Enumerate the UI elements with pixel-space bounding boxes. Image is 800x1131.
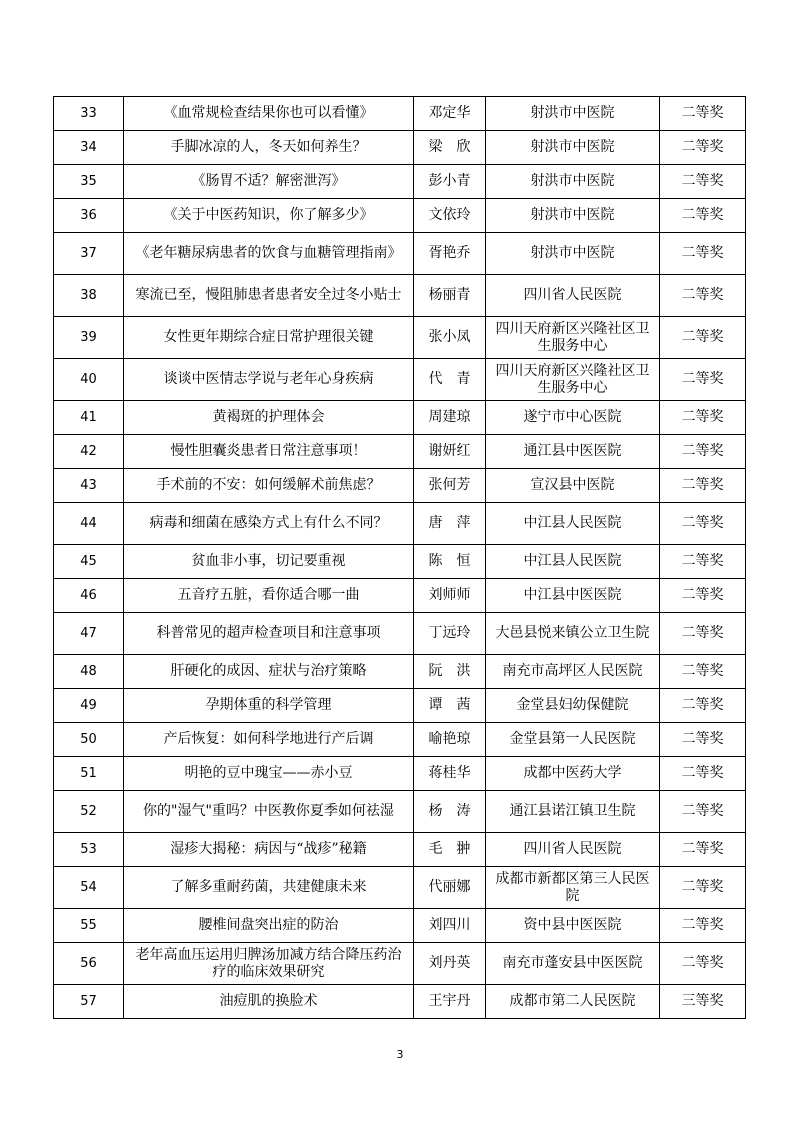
entry-title: 手脚冰凉的人，冬天如何养生？ — [124, 131, 414, 165]
entry-award: 二等奖 — [660, 233, 746, 275]
entry-author: 喻艳琼 — [414, 723, 486, 757]
entry-author: 杨丽青 — [414, 275, 486, 317]
entry-number: 40 — [54, 359, 124, 401]
table-row — [54, 689, 746, 723]
entry-author: 胥艳乔 — [414, 233, 486, 275]
entry-organization: 成都中医药大学 — [486, 757, 660, 791]
entry-number: 43 — [54, 469, 124, 503]
entry-title: 老年高血压运用归脾汤加减方结合降压药治疗的临床效果研究 — [124, 943, 414, 985]
entry-number: 56 — [54, 943, 124, 985]
entry-number: 35 — [54, 165, 124, 199]
entry-author: 谭 茜 — [414, 689, 486, 723]
entry-title: 黄褐斑的护理体会 — [124, 401, 414, 435]
entry-organization: 射洪市中医院 — [486, 131, 660, 165]
entry-author: 邓定华 — [414, 97, 486, 131]
entry-award: 二等奖 — [660, 97, 746, 131]
table-row — [54, 545, 746, 579]
entry-author: 谢妍红 — [414, 435, 486, 469]
entry-title: 你的"湿气"重吗？中医教你夏季如何祛湿 — [124, 791, 414, 833]
entry-author: 梁 欣 — [414, 131, 486, 165]
entry-award: 二等奖 — [660, 545, 746, 579]
entry-author: 代 青 — [414, 359, 486, 401]
entry-award: 二等奖 — [660, 613, 746, 655]
entry-award: 二等奖 — [660, 689, 746, 723]
entry-award: 二等奖 — [660, 317, 746, 359]
entry-organization: 通江县中医医院 — [486, 435, 660, 469]
entry-award: 二等奖 — [660, 791, 746, 833]
entry-number: 41 — [54, 401, 124, 435]
entry-organization: 宣汉县中医院 — [486, 469, 660, 503]
table-row — [54, 275, 746, 317]
table-row — [54, 401, 746, 435]
table-row — [54, 359, 746, 401]
entry-author: 刘丹英 — [414, 943, 486, 985]
entry-number: 36 — [54, 199, 124, 233]
entry-author: 刘四川 — [414, 909, 486, 943]
entry-author: 代丽娜 — [414, 867, 486, 909]
table-row — [54, 791, 746, 833]
entry-organization: 四川天府新区兴隆社区卫生服务中心 — [486, 317, 660, 359]
entry-number: 57 — [54, 985, 124, 1019]
entry-title: 贫血非小事，切记要重视 — [124, 545, 414, 579]
entry-title: 女性更年期综合症日常护理很关键 — [124, 317, 414, 359]
entry-number: 37 — [54, 233, 124, 275]
table-row — [54, 613, 746, 655]
entry-number: 52 — [54, 791, 124, 833]
table-row — [54, 131, 746, 165]
entry-award: 二等奖 — [660, 757, 746, 791]
entry-author: 张小凤 — [414, 317, 486, 359]
table-row — [54, 655, 746, 689]
table-row — [54, 199, 746, 233]
entry-number: 34 — [54, 131, 124, 165]
entry-organization: 四川省人民医院 — [486, 833, 660, 867]
entry-organization: 射洪市中医院 — [486, 233, 660, 275]
entry-title: 手术前的不安：如何缓解术前焦虑？ — [124, 469, 414, 503]
entry-author: 陈 恒 — [414, 545, 486, 579]
entry-award: 二等奖 — [660, 943, 746, 985]
entry-title: 慢性胆囊炎患者日常注意事项！ — [124, 435, 414, 469]
entry-organization: 成都市第二人民医院 — [486, 985, 660, 1019]
entry-title: 了解多重耐药菌，共建健康未来 — [124, 867, 414, 909]
entry-number: 39 — [54, 317, 124, 359]
entry-author: 毛 翀 — [414, 833, 486, 867]
entry-author: 蒋桂华 — [414, 757, 486, 791]
entry-author: 刘师师 — [414, 579, 486, 613]
entry-award: 二等奖 — [660, 723, 746, 757]
entry-author: 王宇丹 — [414, 985, 486, 1019]
entry-author: 唐 萍 — [414, 503, 486, 545]
awards-table — [53, 96, 746, 1019]
entry-organization: 射洪市中医院 — [486, 165, 660, 199]
entry-number: 50 — [54, 723, 124, 757]
table-row — [54, 757, 746, 791]
entry-title: 腰椎间盘突出症的防治 — [124, 909, 414, 943]
entry-title: 《关于中医药知识，你了解多少》 — [124, 199, 414, 233]
entry-title: 寒流已至，慢阻肺患者患者安全过冬小贴士 — [124, 275, 414, 317]
entry-award: 二等奖 — [660, 833, 746, 867]
entry-award: 二等奖 — [660, 165, 746, 199]
table-row — [54, 165, 746, 199]
entry-award: 二等奖 — [660, 469, 746, 503]
entry-title: 肝硬化的成因、症状与治疗策略 — [124, 655, 414, 689]
table-row — [54, 909, 746, 943]
entry-organization: 射洪市中医院 — [486, 97, 660, 131]
entry-title: 明艳的豆中瑰宝——赤小豆 — [124, 757, 414, 791]
entry-award: 二等奖 — [660, 909, 746, 943]
entry-award: 二等奖 — [660, 503, 746, 545]
entry-award: 三等奖 — [660, 985, 746, 1019]
table-row — [54, 833, 746, 867]
table-row — [54, 985, 746, 1019]
entry-organization: 资中县中医医院 — [486, 909, 660, 943]
entry-number: 54 — [54, 867, 124, 909]
entry-title: 《肠胃不适？解密泄泻》 — [124, 165, 414, 199]
table-row — [54, 867, 746, 909]
entry-number: 33 — [54, 97, 124, 131]
entry-title: 孕期体重的科学管理 — [124, 689, 414, 723]
entry-number: 46 — [54, 579, 124, 613]
entry-number: 49 — [54, 689, 124, 723]
table-row — [54, 435, 746, 469]
entry-award: 二等奖 — [660, 275, 746, 317]
entry-number: 53 — [54, 833, 124, 867]
table-row — [54, 469, 746, 503]
entry-organization: 金堂县妇幼保健院 — [486, 689, 660, 723]
entry-organization: 中江县中医医院 — [486, 579, 660, 613]
entry-number: 47 — [54, 613, 124, 655]
entry-number: 48 — [54, 655, 124, 689]
entry-award: 二等奖 — [660, 131, 746, 165]
entry-number: 51 — [54, 757, 124, 791]
entry-number: 55 — [54, 909, 124, 943]
entry-author: 杨 涛 — [414, 791, 486, 833]
entry-organization: 四川天府新区兴隆社区卫生服务中心 — [486, 359, 660, 401]
table-row — [54, 943, 746, 985]
entry-number: 38 — [54, 275, 124, 317]
entry-author: 张何芳 — [414, 469, 486, 503]
table-row — [54, 97, 746, 131]
entry-award: 二等奖 — [660, 199, 746, 233]
entry-organization: 南充市蓬安县中医医院 — [486, 943, 660, 985]
entry-organization: 金堂县第一人民医院 — [486, 723, 660, 757]
entry-author: 彭小青 — [414, 165, 486, 199]
entry-award: 二等奖 — [660, 359, 746, 401]
entry-title: 五音疗五脏，看你适合哪一曲 — [124, 579, 414, 613]
entry-organization: 中江县人民医院 — [486, 503, 660, 545]
entry-award: 二等奖 — [660, 655, 746, 689]
entry-title: 《老年糖尿病患者的饮食与血糖管理指南》 — [124, 233, 414, 275]
entry-author: 文依玲 — [414, 199, 486, 233]
entry-organization: 遂宁市中心医院 — [486, 401, 660, 435]
entry-title: 谈谈中医情志学说与老年心身疾病 — [124, 359, 414, 401]
entry-organization: 射洪市中医院 — [486, 199, 660, 233]
entry-title: 产后恢复：如何科学地进行产后调 — [124, 723, 414, 757]
entry-title: 油痘肌的换脸术 — [124, 985, 414, 1019]
entry-author: 丁远玲 — [414, 613, 486, 655]
entry-number: 45 — [54, 545, 124, 579]
entry-organization: 大邑县悦来镇公立卫生院 — [486, 613, 660, 655]
entry-title: 科普常见的超声检查项目和注意事项 — [124, 613, 414, 655]
entry-award: 二等奖 — [660, 867, 746, 909]
entry-organization: 四川省人民医院 — [486, 275, 660, 317]
table-row — [54, 723, 746, 757]
entry-award: 二等奖 — [660, 435, 746, 469]
entry-organization: 中江县人民医院 — [486, 545, 660, 579]
entry-award: 二等奖 — [660, 401, 746, 435]
table-row — [54, 317, 746, 359]
entry-author: 周建琼 — [414, 401, 486, 435]
table-row — [54, 579, 746, 613]
entry-organization: 通江县诺江镇卫生院 — [486, 791, 660, 833]
page-number: 3 — [396, 1048, 404, 1061]
entry-title: 湿疹大揭秘：病因与“战疹”秘籍 — [124, 833, 414, 867]
table-row — [54, 233, 746, 275]
entry-award: 二等奖 — [660, 579, 746, 613]
entry-title: 病毒和细菌在感染方式上有什么不同？ — [124, 503, 414, 545]
entry-organization: 南充市高坪区人民医院 — [486, 655, 660, 689]
entry-number: 44 — [54, 503, 124, 545]
entry-title: 《血常规检查结果你也可以看懂》 — [124, 97, 414, 131]
table-row — [54, 503, 746, 545]
entry-author: 阮 洪 — [414, 655, 486, 689]
entry-number: 42 — [54, 435, 124, 469]
entry-organization: 成都市新都区第三人民医院 — [486, 867, 660, 909]
